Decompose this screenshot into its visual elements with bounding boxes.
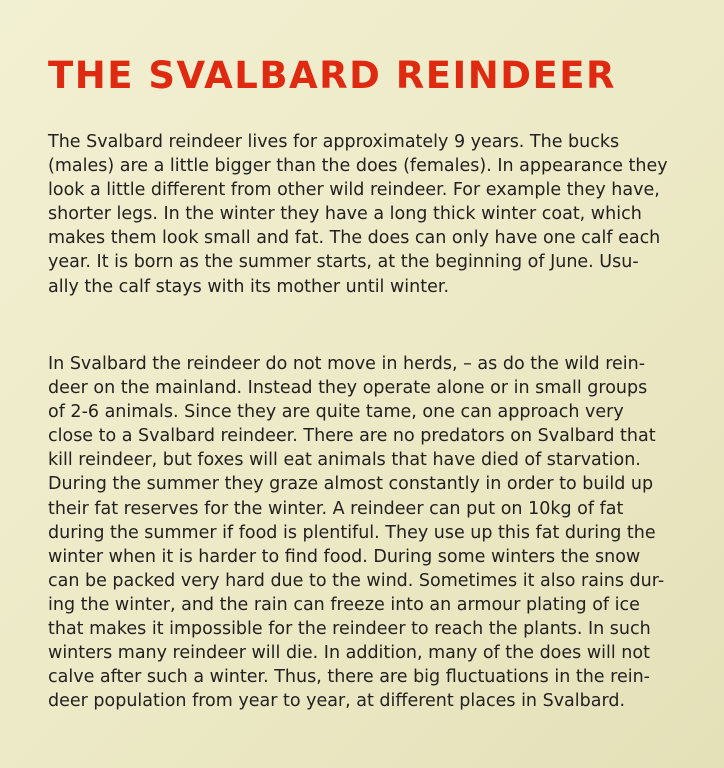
sign-title: THE SVALBARD REINDEER — [48, 54, 617, 97]
paragraph-behavior-winter: In Svalbard the reindeer do not move in herds, – as do the wild rein- deer on the mainland. Instead they operate alone or in small groups of 2-6 animals. Since they are quite tame, one can approach very close to a Svalbard reindeer. There are no predators on Svalbard that kill reindeer, but foxes will eat animals that have died of starvation. During the summer they graze almost constantly in order to build up their fat reserves for the winter. A reindeer can put on 10kg of fat during the summer if food is plentiful. They use up this fat during the winter when it is harder to find food. During some winters the snow can be packed very hard due to the wind. Sometimes it also rains dur- ing the winter, and the rain can freeze into an armour plating of ice that makes it impossible for the reindeer to reach the plants. In such winters many reindeer will die. In addition, many of the does will not calve after such a winter. Thus, there are big fluctuations in the rein- deer population from year to year, at different places in Svalbard. — [48, 354, 665, 712]
paragraph-lifespan-appearance: The Svalbard reindeer lives for approximately 9 years. The bucks (males) are a little bigger than the does (females). In appearance they look a little different from other wild reindeer. For example they have, shorter legs. In the winter they have a long thick winter coat, which makes them look small and fat. The does can only have one calf each year. It is born as the summer starts, at the beginning of June. Usu- ally the calf stays with its mother until winter. — [48, 132, 668, 297]
